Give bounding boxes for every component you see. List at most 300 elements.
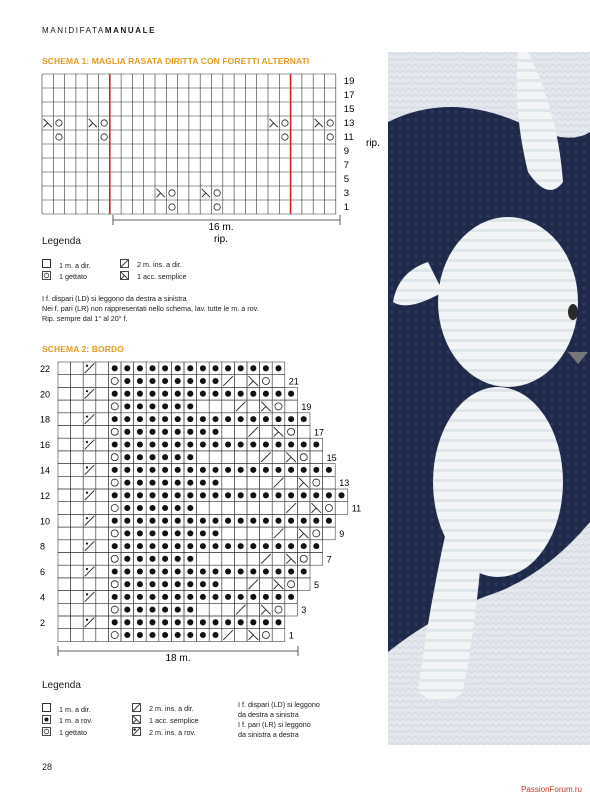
purl-dot-icon [301,416,307,422]
purl-dot-icon [275,365,281,371]
purl-dot-icon [313,492,319,498]
purl-dot-icon [162,518,168,524]
skp-icon [312,503,322,513]
p2tog-icon [85,414,95,424]
purl-dot-icon [175,607,181,613]
purl-dot-icon [301,568,307,574]
purl-dot-icon [225,518,231,524]
purl-dot-icon [212,632,218,638]
purl-dot-icon [288,492,294,498]
skp-icon [274,427,284,437]
row-label: 19 [301,402,312,413]
yarn-over-icon [313,479,320,486]
purl-dot-icon [137,581,143,587]
dot-square-icon [42,715,51,724]
purl-dot-icon [112,518,118,524]
purl-dot-icon [175,530,181,536]
p2tog-icon [85,618,95,628]
row-label: 15 [326,452,337,463]
skp-icon [44,119,52,127]
purl-dot-icon [149,480,155,486]
purl-dot-icon [338,492,344,498]
purl-dot-icon [137,416,143,422]
purl-dot-icon [162,543,168,549]
purl-dot-icon [263,467,269,473]
purl-dot-icon [250,416,256,422]
row-label: 5 [343,174,350,186]
skp-icon [249,376,259,386]
yarn-over-icon [111,504,118,511]
purl-dot-icon [124,492,130,498]
purl-dot-icon [162,530,168,536]
purl-dot-icon [212,518,218,524]
purl-dot-icon [175,454,181,460]
row-label: 5 [314,579,320,590]
purl-dot-icon [301,492,307,498]
purl-dot-icon [112,416,118,422]
purl-dot-icon [137,518,143,524]
schema2-title: SCHEMA 2: BORDO [42,344,124,354]
note-line: I f. dispari (LD) si leggono [238,700,320,709]
purl-dot-icon [187,632,193,638]
purl-dot-icon [275,594,281,600]
purl-dot-icon [112,543,118,549]
purl-dot-icon [124,505,130,511]
purl-dot-icon [124,619,130,625]
purl-dot-icon [124,632,130,638]
purl-dot-icon [149,403,155,409]
purl-dot-icon [162,480,168,486]
row-label: 4 [40,592,46,603]
purl-dot-icon [238,365,244,371]
purl-dot-icon [124,429,130,435]
schema1-notes [42,294,382,324]
skp-icon [270,119,278,127]
purl-dot-icon [212,429,218,435]
yarn-over-icon [111,403,118,410]
purl-dot-icon [149,492,155,498]
purl-dot-icon [162,492,168,498]
purl-dot-icon [137,594,143,600]
page-number: 28 [42,762,53,772]
purl-dot-icon [175,378,181,384]
legend-item: 2 m. ins. a rov. [132,727,242,738]
skp-icon [202,189,210,197]
purl-dot-icon [200,530,206,536]
skp-icon [261,402,271,412]
purl-dot-icon [124,518,130,524]
purl-dot-icon [288,568,294,574]
purl-dot-icon [275,619,281,625]
row-label: 11 [351,503,362,514]
skp-icon [89,119,97,127]
purl-dot-icon [162,568,168,574]
purl-dot-icon [175,467,181,473]
purl-dot-icon [175,391,181,397]
purl-dot-icon [275,391,281,397]
purl-dot-icon [187,530,193,536]
slash-square-icon [132,703,141,712]
purl-dot-icon [250,619,256,625]
purl-dot-icon [112,619,118,625]
legend-item: 2 m. ins. a dir. [120,259,230,270]
purl-dot-icon [313,518,319,524]
purl-dot-icon [187,467,193,473]
purl-dot-icon [162,505,168,511]
row-label: 9 [339,529,345,540]
yarn-over-icon [111,581,118,588]
row-label: 1 [288,630,294,641]
k2tog-icon [236,402,246,412]
purl-dot-icon [225,467,231,473]
note-line: Nei f. pari (LR) non rappresentati nello schema, lav. tutte le m. a rov. [42,304,259,313]
yarn-over-icon [111,479,118,486]
purl-dot-icon [149,429,155,435]
purl-dot-icon [200,594,206,600]
skp-icon [299,478,309,488]
skp-icon [274,579,284,589]
schema2-row-labels [40,364,361,641]
p2tog-icon [85,389,95,399]
p2tog-icon [85,440,95,450]
purl-dot-icon [275,518,281,524]
purl-dot-icon [149,568,155,574]
purl-dot-icon [238,518,244,524]
purl-dot-icon [137,378,143,384]
slash-square-icon [120,259,129,268]
k2tog-icon [236,605,246,615]
yarn-over-icon [101,120,107,126]
row-label: 3 [301,605,307,616]
skp-icon [286,554,296,564]
purl-dot-icon [187,543,193,549]
purl-dot-icon [162,632,168,638]
legend-item: 1 m. a dir. [42,259,122,271]
purl-dot-icon [250,391,256,397]
yarn-over-icon [56,120,62,126]
row-label: 1 [343,202,350,214]
purl-dot-icon [200,391,206,397]
purl-dot-icon [187,416,193,422]
p2tog-icon [85,516,95,526]
brand-right: MANUALE [104,26,157,35]
purl-dot-icon [225,619,231,625]
purl-dot-icon [238,467,244,473]
purl-dot-icon [137,568,143,574]
purl-dot-icon [162,467,168,473]
purl-dot-icon [212,581,218,587]
purl-dot-icon [187,480,193,486]
purl-dot-icon [149,543,155,549]
purl-dot-icon [175,543,181,549]
k2tog-icon [249,579,259,589]
note-line: da destra a sinistra [238,710,299,719]
purl-dot-icon [301,467,307,473]
row-label: 13 [339,478,350,489]
purl-dot-icon [212,594,218,600]
purl-dot-icon [149,416,155,422]
purl-dot-icon [137,505,143,511]
yarn-over-icon [56,134,62,140]
purl-dot-icon [225,492,231,498]
note-line: I f. pari (LR) si leggono [238,720,311,729]
k2tog-icon [223,376,233,386]
cross-square-icon [132,715,141,724]
row-label: 17 [343,90,355,102]
purl-dot-icon [288,543,294,549]
purl-dot-icon [187,619,193,625]
yarn-over-icon [111,377,118,384]
row-label: 15 [343,104,355,116]
k2tog-icon [261,554,271,564]
purl-dot-icon [187,454,193,460]
purl-dot-icon [137,365,143,371]
row-label: 19 [343,76,355,88]
purl-dot-icon [225,416,231,422]
yarn-over-icon [111,428,118,435]
purl-dot-icon [124,543,130,549]
purl-dot-icon [263,365,269,371]
purl-dot-icon [149,619,155,625]
purl-dot-icon [149,378,155,384]
yarn-over-icon [111,631,118,638]
purl-dot-icon [238,594,244,600]
purl-dot-icon [124,454,130,460]
purl-dot-icon [124,403,130,409]
yarn-over-icon [262,631,269,638]
purl-dot-icon [200,480,206,486]
purl-dot-icon [263,441,269,447]
purl-dot-icon [137,429,143,435]
purl-dot-icon [250,492,256,498]
purl-dot-icon [175,619,181,625]
purl-dot-icon [162,607,168,613]
purl-dot-icon [124,467,130,473]
purl-dot-icon [288,594,294,600]
purl-dot-icon [175,403,181,409]
k2tog-icon [261,452,271,462]
purl-dot-icon [263,518,269,524]
row-label: 21 [288,376,299,387]
yarn-over-icon [214,204,220,210]
row-label: 14 [40,465,51,476]
yarn-over-icon [169,204,175,210]
purl-dot-icon [275,568,281,574]
purl-dot-icon [137,492,143,498]
purl-dot-icon [212,568,218,574]
bunny-photo-illustration [388,52,590,745]
schema2-chart [38,358,386,664]
purl-dot-icon [212,378,218,384]
schema1-repeat-label: rip. [214,234,228,245]
purl-dot-icon [301,441,307,447]
purl-dot-icon [187,518,193,524]
purl-dot-icon [149,467,155,473]
yarn-over-icon [111,606,118,613]
purl-dot-icon [175,505,181,511]
purl-dot-icon [212,365,218,371]
purl-dot-icon [149,556,155,562]
purl-dot-icon [313,467,319,473]
purl-dot-icon [124,581,130,587]
purl-dot-icon [175,480,181,486]
purl-dot-icon [313,441,319,447]
schema1-row-labels [344,76,355,213]
k2tog-icon [223,630,233,640]
purl-dot-icon [225,594,231,600]
purl-dot-icon [149,530,155,536]
purl-dot-icon [200,416,206,422]
circle-square-icon [42,271,51,280]
purl-dot-icon [162,581,168,587]
purl-dot-icon [326,467,332,473]
purl-dot-icon [263,568,269,574]
skp-icon [315,119,323,127]
purl-dot-icon [112,594,118,600]
brand-left: MANIDIFATA [42,26,105,35]
purl-dot-icon [263,543,269,549]
purl-dot-icon [149,365,155,371]
watermark: PassionForum.ru [521,785,582,794]
purl-dot-icon [124,607,130,613]
purl-dot-icon [162,416,168,422]
purl-dot-icon [187,607,193,613]
purl-dot-icon [187,441,193,447]
k2tog-icon [274,478,284,488]
purl-dot-icon [238,543,244,549]
purl-dot-icon [149,581,155,587]
note-line: da sinistra a destra [238,730,299,739]
legend-item: 2 m. ins. a dir. [132,703,242,714]
purl-dot-icon [187,568,193,574]
purl-dot-icon [225,391,231,397]
purl-dot-icon [149,441,155,447]
schema1-width-label: 16 m. [208,222,234,233]
purl-dot-icon [112,365,118,371]
row-label: 7 [343,160,350,172]
purl-dot-icon [326,492,332,498]
schema1-side-label: rip. [366,138,380,149]
purl-dot-icon [187,378,193,384]
row-label: 10 [40,516,51,527]
schema2-notes [238,700,388,740]
legend-item: 1 m. a dir. [42,703,91,715]
purl-dot-icon [162,619,168,625]
purl-dot-icon [137,454,143,460]
row-label: 11 [343,132,354,144]
skp-icon [249,630,259,640]
purl-dot-icon [225,543,231,549]
purl-dot-icon [137,403,143,409]
purl-dot-icon [112,568,118,574]
purl-dot-icon [187,403,193,409]
purl-dot-icon [124,441,130,447]
blank-square-icon [42,259,51,268]
magazine-header [42,26,156,35]
purl-dot-icon [225,568,231,574]
purl-dot-icon [175,365,181,371]
purl-dot-icon [175,492,181,498]
yarn-over-icon [214,190,220,196]
purl-dot-icon [175,594,181,600]
yarn-over-icon [327,134,333,140]
purl-dot-icon [250,365,256,371]
purl-dot-icon [200,543,206,549]
purl-dot-icon [137,607,143,613]
yarn-over-icon [101,134,107,140]
row-label: 13 [343,118,355,130]
k2tog-icon [286,503,296,513]
row-label: 18 [40,414,51,425]
purl-dot-icon [137,556,143,562]
purl-dot-icon [149,518,155,524]
row-label: 2 [40,617,46,628]
purl-dot-icon [301,518,307,524]
purl-dot-icon [225,365,231,371]
yarn-over-icon [282,134,288,140]
purl-dot-icon [212,416,218,422]
purl-dot-icon [162,594,168,600]
purl-dot-icon [200,467,206,473]
row-label: 9 [343,146,350,158]
note-line: I f. dispari (LD) si leggono da destra a sinistra [42,294,187,303]
purl-dot-icon [162,441,168,447]
purl-dot-icon [149,391,155,397]
purl-dot-icon [250,543,256,549]
purl-dot-icon [200,619,206,625]
purl-dot-icon [263,416,269,422]
purl-dot-icon [212,467,218,473]
p2tog-icon [85,491,95,501]
purl-dot-icon [238,568,244,574]
yarn-over-icon [300,454,307,461]
purl-dot-icon [200,518,206,524]
purl-dot-icon [162,403,168,409]
purl-dot-icon [175,441,181,447]
cross-square-icon [120,271,129,280]
purl-dot-icon [137,480,143,486]
circle-square-icon [42,727,51,736]
purl-dot-icon [326,518,332,524]
legend-item: 1 gettato [42,271,122,282]
purl-dot-icon [149,454,155,460]
yarn-over-icon [169,190,175,196]
purl-dot-icon [250,568,256,574]
row-label: 20 [40,389,51,400]
purl-dot-icon [288,467,294,473]
schema1-legend-title: Legenda [42,236,81,247]
purl-dot-icon [162,454,168,460]
purl-dot-icon [175,416,181,422]
purl-dot-icon [175,568,181,574]
purl-dot-icon [187,594,193,600]
row-label: 12 [40,490,51,501]
skp-icon [286,452,296,462]
row-label: 22 [40,363,51,374]
purl-dot-icon [187,581,193,587]
k2tog-icon [274,529,284,539]
purl-dot-icon [137,467,143,473]
skp-icon [261,605,271,615]
purl-dot-icon [112,492,118,498]
purl-dot-icon [200,568,206,574]
purl-dot-icon [162,391,168,397]
schema1-title: SCHEMA 1: MAGLIA RASATA DIRITTA CON FORETTI ALTERNATI [42,56,310,66]
purl-dot-icon [212,530,218,536]
p2tog-icon [85,541,95,551]
purl-dot-icon [137,619,143,625]
purl-dot-icon [212,492,218,498]
